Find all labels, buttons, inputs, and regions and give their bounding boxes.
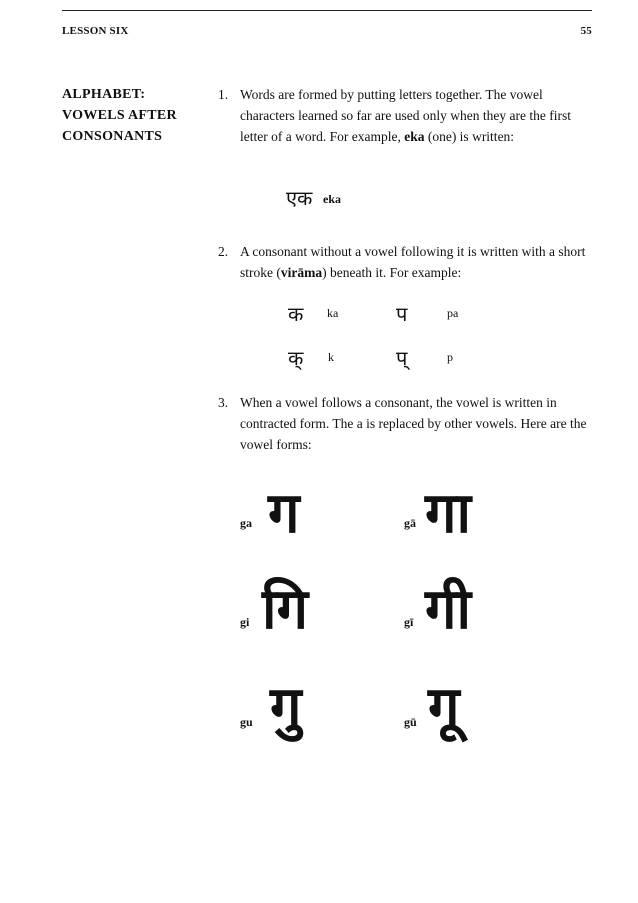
text-run: (one) is written: [424,129,515,144]
vowel-form-glyph: गी [425,577,472,642]
section-title-line: CONSONANTS [62,129,163,144]
text-run: stroke ( [240,265,281,280]
vowel-form-label: ga [240,516,252,530]
section-title-line: VOWELS AFTER [62,108,177,123]
example-romanization: ka [327,306,339,320]
item-number: 3. [218,395,229,410]
vowel-form-label: gu [240,715,253,729]
vowel-form-label: gū [404,715,417,729]
section-title [62,84,177,147]
example-romanization: k [328,350,334,364]
item-number: 1. [218,87,229,102]
bold-term: virāma [280,265,323,280]
vowel-form-glyph: गु [270,675,302,740]
vowel-form-glyph: ग [268,481,300,546]
vowel-form-label: gī [404,615,414,629]
vowel-form-glyph: गू [428,675,460,740]
text-line: A consonant without a vowel following it is written with a short [240,244,586,259]
text-run: ) beneath it. For example: [322,265,462,280]
vowel-form-label: gi [240,615,250,629]
text-line: characters learned so far are used only when they are the first [240,108,571,123]
section-title-line: ALPHABET: [62,87,146,102]
example-devanagari: प् [396,346,408,370]
example-romanization: pa [447,306,459,320]
vowel-form-glyph: गि [262,577,309,642]
vowel-form-label: gā [404,516,416,530]
example-devanagari: एक [286,186,313,210]
lesson-header: LESSON SIX [62,25,129,37]
header-rule [62,10,592,11]
item-number: 2. [218,244,229,259]
example-devanagari: प [396,302,408,326]
text-line: Words are formed by putting letters together. The vowel [240,87,543,102]
text-line [240,262,598,283]
text-line: vowel forms: [240,437,312,452]
paragraph-2 [218,241,598,283]
text-run: letter of a word. For example, [240,129,405,144]
page-number: 55 [580,25,592,37]
example-devanagari: क [288,302,304,326]
text-line: When a vowel follows a consonant, the vowel is written in [240,395,557,410]
example-romanization: eka [323,192,341,206]
example-romanization: p [447,350,453,364]
example-devanagari: क् [288,346,304,370]
paragraph-1 [218,84,598,147]
vowel-form-glyph: गा [425,481,472,546]
text-line: contracted form. The a is replaced by other vowels. Here are the [240,416,587,431]
paragraph-3 [218,392,598,455]
text-line [240,126,598,147]
bold-term: eka [404,129,425,144]
